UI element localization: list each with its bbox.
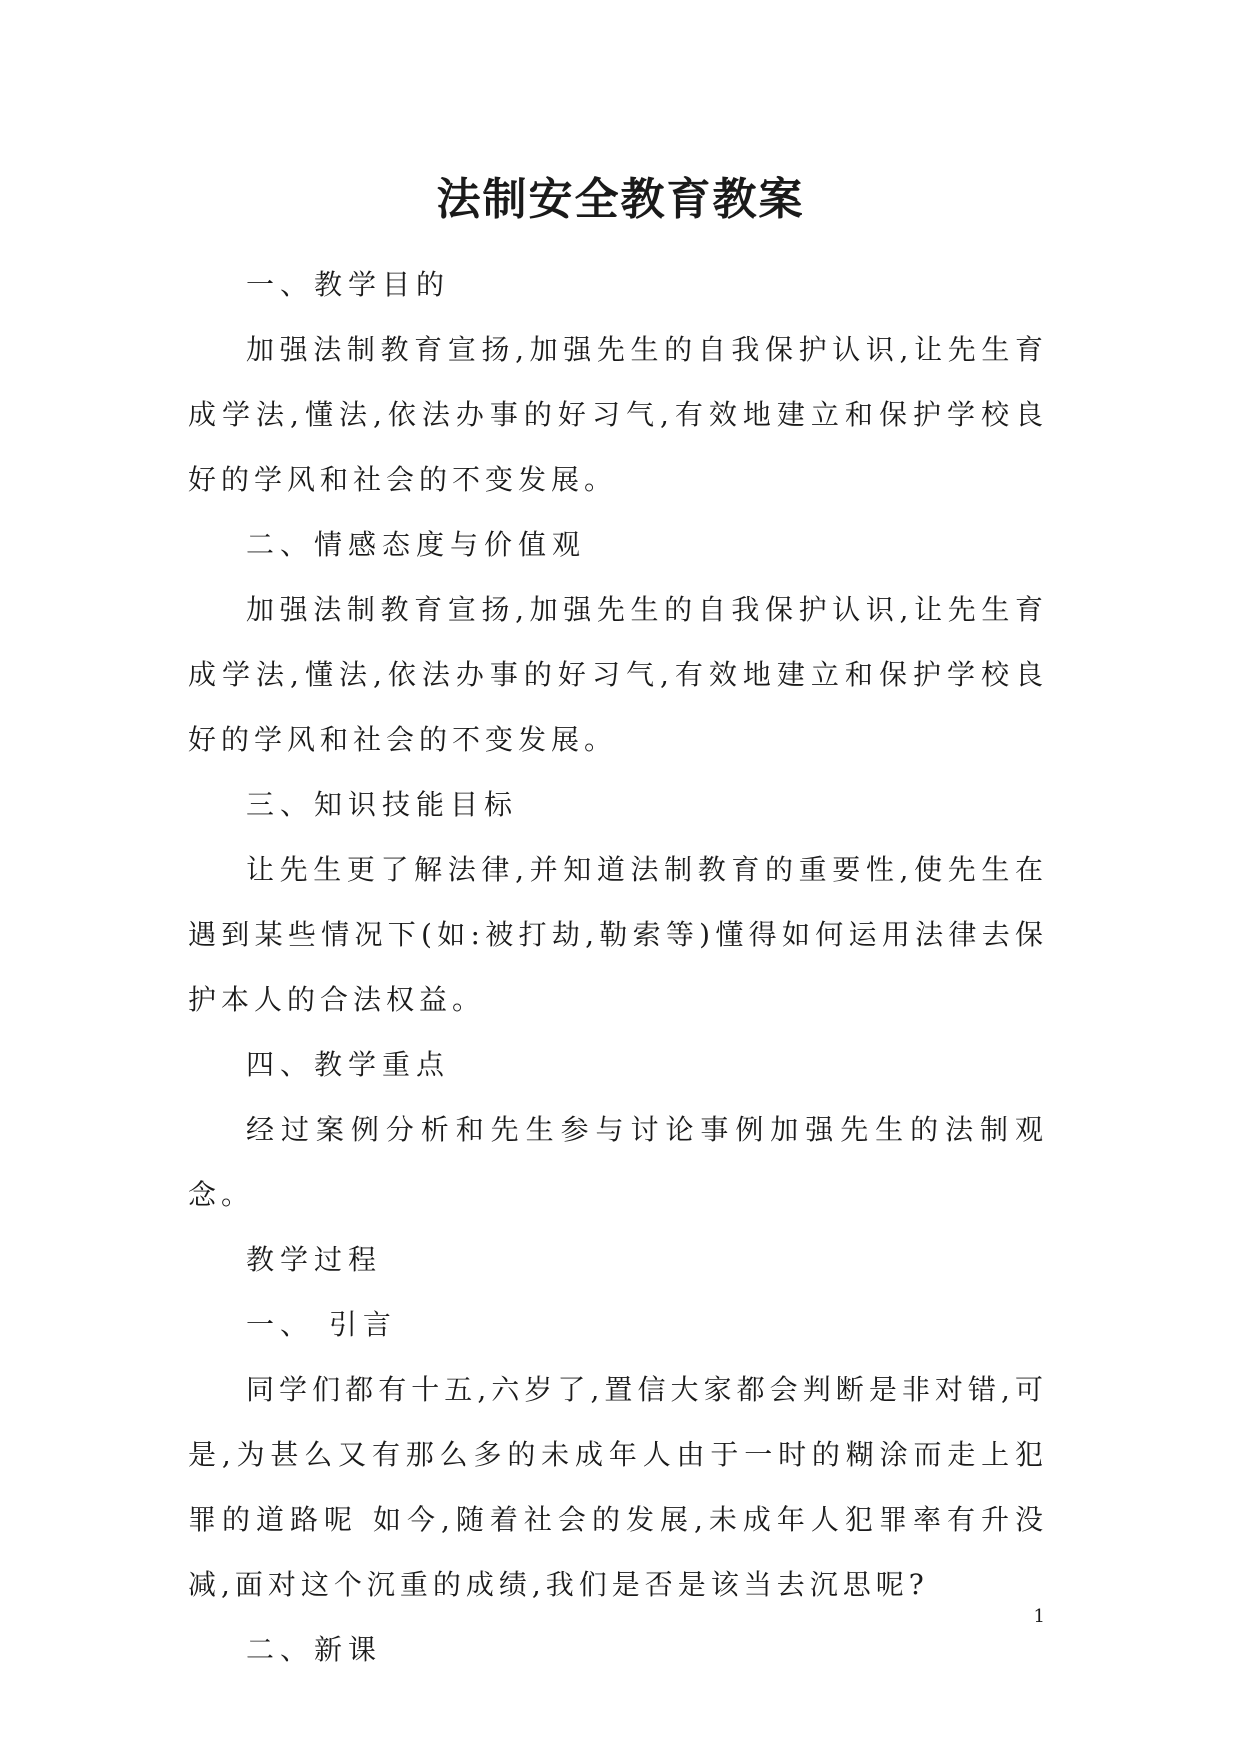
paragraph: 加强法制教育宣扬,加强先生的自我保护认识,让先生育成学法,懂法,依法办事的好习气,有效地建立和保护学校良好的学风和社会的不变发展。: [188, 593, 1048, 756]
paragraph: 经过案例分析和先生参与讨论事例加强先生的法制观念。: [188, 1113, 1048, 1211]
section-heading-attitudes-values: 二、情感态度与价值观: [246, 528, 587, 561]
section-heading-teaching-objectives: 一、教学目的: [246, 268, 451, 301]
section-heading-introduction: 一、 引言: [246, 1308, 397, 1341]
paragraph: 让先生更了解法律,并知道法制教育的重要性,使先生在遇到某些情况下(如:被打劫,勒索等)懂得如何运用法律去保护本人的合法权益。: [188, 853, 1048, 1016]
page-number: 1: [1033, 1606, 1045, 1627]
section-heading-teaching-process: 教学过程: [246, 1243, 383, 1276]
document-body: [188, 252, 1048, 1682]
document-title: 法制安全教育教案: [436, 174, 805, 225]
section-heading-knowledge-skills: 三、知识技能目标: [246, 788, 519, 821]
paragraph: 同学们都有十五,六岁了,置信大家都会判断是非对错,可是,为甚么又有那么多的未成年人由于一时的糊涂而走上犯罪的道路呢 如今,随着社会的发展,未成年人犯罪率有升没减,面对这个沉重的成绩,我们是否是该当去沉思呢?: [188, 1373, 1048, 1601]
section-heading-key-points: 四、教学重点: [246, 1048, 451, 1081]
section-heading-new-lesson: 二、新课: [246, 1633, 383, 1666]
paragraph: 加强法制教育宣扬,加强先生的自我保护认识,让先生育成学法,懂法,依法办事的好习气,有效地建立和保护学校良好的学风和社会的不变发展。: [188, 333, 1048, 496]
